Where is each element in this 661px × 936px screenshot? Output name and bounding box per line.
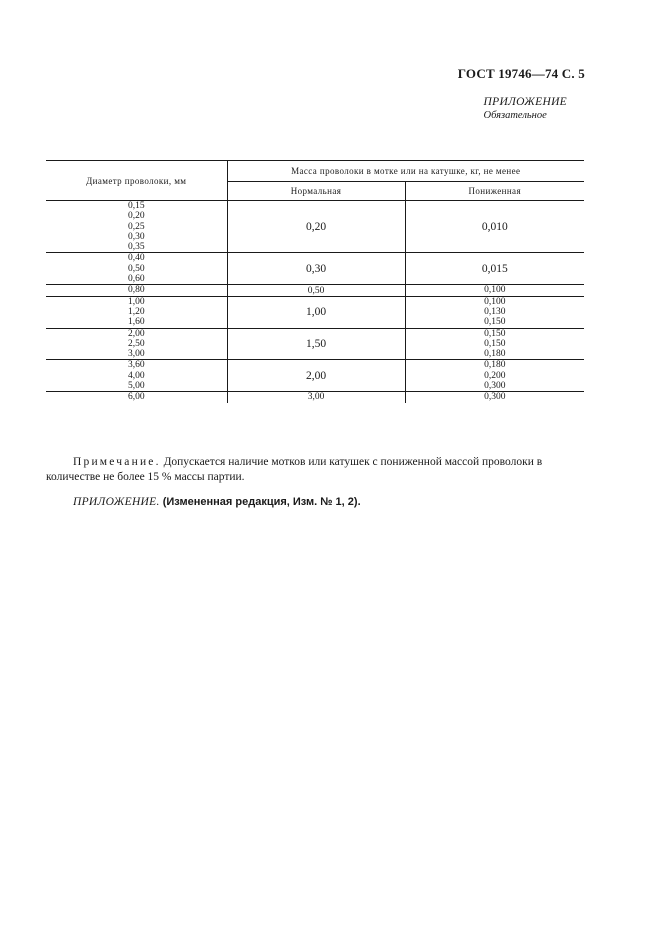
- reduced-mass-cell: [405, 328, 584, 360]
- change-note: [73, 496, 361, 508]
- diameter-cell: [46, 392, 227, 403]
- diameter-value: 1,00: [127, 296, 145, 307]
- diameter-cell: [46, 253, 227, 285]
- reduced-mass-value: 0,100: [484, 285, 506, 296]
- diameter-value: 4,00: [127, 370, 145, 381]
- table-row: [46, 296, 584, 328]
- reduced-mass-value: 0,015: [481, 262, 508, 275]
- change-text: (Измененная редакция, Изм. № 1, 2).: [159, 496, 361, 508]
- reduced-mass-value: 0,300: [484, 381, 506, 392]
- diameter-cell: [46, 285, 227, 296]
- normal-mass-cell: 1,00: [227, 296, 405, 328]
- table-row: [46, 253, 584, 285]
- reduced-mass-value: 0,100: [484, 296, 506, 307]
- reduced-mass-value: 0,180: [484, 349, 506, 360]
- diameter-value: 1,20: [127, 306, 145, 317]
- diameter-value: 0,20: [127, 211, 145, 222]
- reduced-mass-value: 0,130: [484, 306, 506, 317]
- reduced-mass-value: 0,180: [484, 360, 506, 371]
- appendix-heading: [484, 96, 567, 122]
- diameter-value: 6,00: [127, 392, 145, 403]
- normal-mass-cell: 0,20: [227, 201, 405, 253]
- note-paragraph: [46, 455, 586, 484]
- diameter-cell: [46, 360, 227, 392]
- diameter-value: 0,80: [127, 285, 145, 296]
- normal-mass-cell: 2,00: [227, 360, 405, 392]
- normal-mass-cell: 0,30: [227, 253, 405, 285]
- header-diameter: Диаметр проволоки, мм: [46, 161, 227, 201]
- reduced-mass-cell: [405, 201, 584, 253]
- diameter-value: 0,15: [127, 201, 145, 211]
- wire-mass-table: [46, 160, 584, 403]
- diameter-value: 2,00: [127, 328, 145, 339]
- diameter-value: 3,00: [127, 349, 145, 360]
- note-label: Примечание.: [73, 456, 161, 468]
- diameter-value: 0,40: [127, 253, 145, 264]
- diameter-value: 0,35: [127, 242, 145, 253]
- diameter-value: 0,50: [127, 263, 145, 274]
- table-row: [46, 360, 584, 392]
- header-reduced: Пониженная: [405, 182, 584, 201]
- diameter-value: 0,30: [127, 231, 145, 242]
- header-normal: Нормальная: [227, 182, 405, 201]
- normal-mass-cell: 1,50: [227, 328, 405, 360]
- normal-mass-cell: 0,50: [227, 285, 405, 296]
- reduced-mass-cell: [405, 253, 584, 285]
- reduced-mass-value: 0,200: [484, 370, 506, 381]
- table-body: [46, 201, 584, 403]
- reduced-mass-cell: [405, 392, 584, 403]
- table-row: [46, 392, 584, 403]
- diameter-value: 5,00: [127, 381, 145, 392]
- reduced-mass-value: 0,300: [484, 392, 506, 403]
- reduced-mass-cell: [405, 296, 584, 328]
- appendix-title: ПРИЛОЖЕНИЕ: [483, 96, 567, 108]
- normal-mass-cell: 3,00: [227, 392, 405, 403]
- reduced-mass-cell: [405, 360, 584, 392]
- table-row: [46, 285, 584, 296]
- reduced-mass-value: 0,150: [484, 328, 506, 339]
- diameter-cell: [46, 328, 227, 360]
- diameter-value: 0,25: [127, 221, 145, 232]
- reduced-mass-value: 0,150: [484, 338, 506, 349]
- header-mass: Масса проволоки в мотке или на катушке, кг, не менее: [227, 161, 584, 182]
- appendix-subtitle: Обязательное: [483, 110, 547, 121]
- diameter-value: 2,50: [127, 338, 145, 349]
- reduced-mass-value: 0,010: [481, 220, 508, 233]
- page-header: ГОСТ 19746—74 С. 5: [457, 66, 585, 81]
- diameter-value: 3,60: [127, 360, 145, 371]
- change-label: ПРИЛОЖЕНИЕ.: [73, 496, 160, 508]
- table-row: [46, 201, 584, 253]
- diameter-value: 0,60: [127, 274, 145, 285]
- reduced-mass-cell: [405, 285, 584, 296]
- note-text: Допускается наличие мотков или катушек с пониженной массой проволоки в количестве не более 15 % массы партии.: [46, 456, 543, 483]
- table-row: [46, 328, 584, 360]
- diameter-cell: [46, 201, 227, 253]
- diameter-value: 1,60: [127, 317, 145, 328]
- reduced-mass-value: 0,150: [484, 317, 506, 328]
- diameter-cell: [46, 296, 227, 328]
